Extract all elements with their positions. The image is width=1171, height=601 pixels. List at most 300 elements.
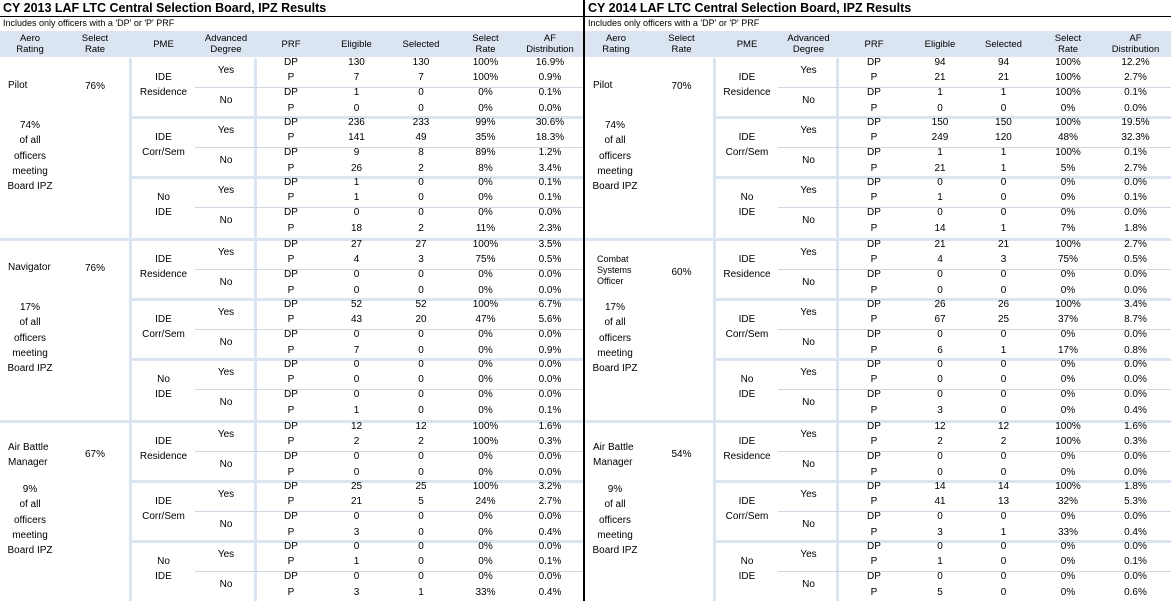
af-distribution: 0.1%: [1124, 192, 1147, 204]
advanced-degree-label: Yes: [800, 489, 817, 500]
eligible-count: 3: [353, 526, 360, 538]
af-distribution: 0.0%: [538, 451, 562, 463]
eligible-count: 21: [934, 72, 946, 84]
advanced-degree-label: No: [802, 155, 815, 166]
af-distribution: 0.0%: [1124, 177, 1147, 188]
pme-label: No: [740, 374, 754, 385]
selected-count: 0: [1000, 451, 1007, 463]
selected-count: 0: [1000, 511, 1007, 523]
af-distribution: 0.0%: [1124, 466, 1147, 478]
select-rate: 0%: [1060, 192, 1076, 204]
eligible-count: 43: [350, 314, 363, 326]
eligible-count: 1: [353, 556, 360, 568]
eligible-count: 52: [350, 299, 363, 310]
aero-rating: Combat: [597, 254, 629, 264]
select-rate: 0%: [478, 344, 493, 356]
pme-label: No: [157, 374, 170, 385]
pme-label: No: [740, 556, 754, 567]
af-distribution: 2.7%: [1124, 239, 1147, 250]
prf-label: P: [870, 162, 878, 174]
column-header: Eligible: [924, 38, 956, 50]
advanced-degree-label: No: [802, 459, 815, 470]
advanced-degree-label: No: [219, 337, 233, 348]
af-distribution: 0.0%: [538, 466, 562, 478]
select-rate: 0%: [1060, 359, 1076, 370]
af-distribution: 0.9%: [538, 72, 562, 84]
group-note: officers: [13, 332, 47, 344]
select-rate: 0%: [478, 329, 493, 341]
prf-label: P: [287, 254, 295, 266]
pme-label: No: [157, 192, 170, 203]
select-rate: 0%: [1060, 404, 1076, 416]
prf-label: DP: [284, 571, 298, 583]
prf-label: P: [870, 526, 878, 538]
advanced-degree-label: Yes: [217, 429, 235, 440]
advanced-degree-label: No: [219, 459, 233, 470]
selected-count: 0: [1000, 541, 1007, 552]
pme-label: IDE: [738, 132, 756, 143]
advanced-degree-label: No: [219, 519, 233, 530]
pme-label: Corr/Sem: [725, 147, 769, 158]
prf-label: P: [870, 222, 878, 234]
column-header: Select Rate: [668, 33, 695, 55]
selected-count: 0: [1000, 571, 1007, 583]
prf-label: P: [287, 586, 295, 598]
prf-label: DP: [867, 541, 881, 552]
group-note: meeting: [597, 165, 633, 177]
af-distribution: 5.6%: [538, 314, 562, 326]
prf-label: P: [870, 374, 878, 386]
eligible-count: 2: [353, 436, 360, 448]
selected-count: 0: [1000, 374, 1007, 386]
select-rate: 24%: [475, 496, 496, 508]
prf-label: DP: [284, 269, 298, 281]
advanced-degree-label: No: [219, 95, 233, 106]
eligible-count: 0: [353, 329, 360, 341]
prf-label: P: [287, 102, 295, 114]
column-header: Select Rate: [472, 33, 499, 55]
advanced-degree-label: No: [802, 579, 815, 590]
selected-count: 0: [418, 571, 424, 583]
prf-label: DP: [867, 359, 881, 370]
selected-count: 0: [418, 374, 424, 386]
af-distribution: 2.7%: [1124, 72, 1147, 84]
selected-count: 150: [995, 117, 1012, 128]
prf-label: DP: [867, 269, 881, 281]
select-rate: 0%: [1060, 541, 1076, 552]
prf-label: DP: [284, 87, 298, 99]
select-rate: 0%: [478, 269, 493, 281]
prf-label: DP: [867, 421, 881, 432]
af-distribution: 30.6%: [535, 117, 565, 128]
af-distribution: 0.0%: [1124, 541, 1147, 552]
group-note: officers: [13, 514, 47, 526]
report-subtitle: Includes only officers with a 'DP' or 'P' PRF: [588, 18, 760, 28]
pme-label: IDE: [738, 72, 756, 83]
af-distribution: 1.8%: [1124, 222, 1147, 234]
af-distribution: 0.8%: [1124, 344, 1147, 356]
eligible-count: 94: [934, 57, 946, 68]
selected-count: 12: [997, 421, 1010, 432]
group-note: 74%: [19, 120, 40, 131]
prf-label: DP: [867, 239, 881, 250]
prf-label: DP: [284, 177, 298, 188]
column-header: PME: [153, 38, 174, 50]
af-distribution: 0.1%: [538, 404, 562, 416]
eligible-count: 0: [937, 207, 943, 219]
select-rate: 100%: [1055, 117, 1081, 128]
pme-label: IDE: [155, 207, 172, 218]
eligible-count: 3: [353, 586, 360, 598]
advanced-degree-label: No: [802, 277, 815, 288]
prf-label: DP: [284, 359, 298, 370]
table-header: [0, 31, 583, 57]
advanced-degree-label: No: [219, 579, 233, 590]
eligible-count: 14: [934, 222, 946, 234]
table-header: [585, 31, 1171, 57]
group-note: 9%: [22, 484, 38, 495]
af-distribution: 19.5%: [1121, 117, 1150, 128]
select-rate: 100%: [1055, 239, 1081, 250]
advanced-degree-label: Yes: [217, 367, 235, 378]
selected-count: 94: [997, 57, 1010, 68]
column-header: Aero Rating: [16, 33, 44, 55]
selected-count: 12: [415, 421, 427, 432]
group-note: meeting: [597, 529, 633, 541]
select-rate: 0%: [1060, 556, 1076, 568]
group-note: of all: [19, 135, 41, 147]
selected-count: 52: [415, 299, 427, 310]
af-distribution: 0.1%: [538, 556, 562, 568]
selected-count: 13: [997, 496, 1010, 508]
af-distribution: 0.1%: [538, 87, 562, 99]
af-distribution: 0.0%: [1124, 511, 1147, 523]
eligible-count: 236: [348, 117, 365, 128]
pme-label: IDE: [738, 314, 756, 325]
pme-label: Residence: [139, 87, 188, 98]
selected-count: 1: [1000, 526, 1007, 538]
eligible-count: 1: [353, 177, 360, 188]
pme-label: IDE: [738, 389, 756, 400]
eligible-count: 0: [353, 284, 360, 296]
af-distribution: 0.0%: [1124, 451, 1147, 463]
select-rate: 89%: [475, 147, 496, 159]
select-rate: 0%: [1060, 571, 1076, 583]
aero-rating: Air Battle: [8, 442, 49, 453]
selected-count: 0: [418, 177, 424, 188]
column-header: AF Distribution: [526, 33, 574, 55]
eligible-count: 0: [353, 389, 360, 401]
pme-label: IDE: [155, 496, 172, 507]
eligible-count: 0: [353, 374, 360, 386]
pme-label: IDE: [738, 571, 756, 582]
advanced-degree-label: Yes: [800, 429, 817, 440]
advanced-degree-label: Yes: [217, 307, 235, 318]
prf-label: DP: [867, 147, 881, 159]
prf-label: P: [287, 466, 295, 478]
advanced-degree-label: Yes: [217, 125, 235, 136]
af-distribution: 0.1%: [1124, 87, 1147, 99]
eligible-count: 0: [353, 571, 360, 583]
group-note: Board IPZ: [592, 363, 638, 375]
select-rate: 0%: [1060, 177, 1076, 188]
aero-rating: Pilot: [8, 80, 28, 91]
eligible-count: 0: [937, 374, 943, 386]
selected-count: 5: [418, 496, 424, 508]
selected-count: 120: [995, 132, 1012, 144]
selected-count: 0: [1000, 284, 1007, 296]
eligible-count: 5: [937, 586, 943, 598]
af-distribution: 0.1%: [538, 192, 562, 204]
group-note: Board IPZ: [7, 363, 53, 375]
group-note: Board IPZ: [592, 181, 638, 193]
group-note: 17%: [19, 302, 40, 313]
af-distribution: 0.0%: [1124, 571, 1147, 583]
advanced-degree-label: No: [802, 397, 815, 408]
af-distribution: 0.4%: [1124, 404, 1147, 416]
pme-label: IDE: [738, 254, 756, 265]
selected-count: 0: [418, 511, 424, 523]
prf-label: DP: [867, 329, 881, 341]
eligible-count: 0: [937, 389, 943, 401]
column-header: Eligible: [341, 38, 372, 50]
selected-count: 130: [412, 57, 430, 68]
select-rate: 100%: [1055, 87, 1081, 99]
eligible-count: 0: [353, 102, 360, 114]
af-distribution: 0.0%: [1124, 374, 1147, 386]
advanced-degree-label: No: [802, 519, 815, 530]
eligible-count: 0: [937, 511, 943, 523]
select-rate: 0%: [1060, 269, 1076, 281]
prf-label: DP: [284, 207, 298, 219]
prf-label: DP: [284, 329, 298, 341]
pme-label: IDE: [155, 72, 172, 83]
pme-label: No: [157, 556, 170, 567]
eligible-count: 67: [934, 314, 946, 326]
selected-count: 0: [1000, 389, 1007, 401]
eligible-count: 14: [934, 481, 946, 492]
prf-label: DP: [867, 207, 881, 219]
advanced-degree-label: Yes: [800, 65, 817, 76]
eligible-count: 21: [934, 162, 946, 174]
advanced-degree-label: No: [802, 215, 815, 226]
selected-count: 21: [997, 72, 1010, 84]
select-rate: 0%: [478, 87, 493, 99]
advanced-degree-label: Yes: [217, 185, 235, 196]
eligible-count: 26: [934, 299, 946, 310]
pme-label: Residence: [723, 269, 771, 280]
prf-label: P: [870, 72, 878, 84]
select-rate: 0%: [478, 541, 493, 552]
prf-label: DP: [284, 451, 298, 463]
select-rate: 100%: [1055, 57, 1081, 68]
selected-count: 233: [412, 117, 430, 128]
group-note: of all: [604, 317, 626, 329]
eligible-count: 7: [353, 72, 360, 84]
select-rate: 37%: [1057, 314, 1078, 326]
pme-label: IDE: [738, 496, 756, 507]
eligible-count: 0: [937, 359, 943, 370]
group-note: 9%: [607, 484, 623, 495]
selected-count: 0: [418, 541, 424, 552]
selected-count: 0: [1000, 586, 1007, 598]
aero-rating: Air Battle: [593, 442, 634, 453]
pme-label: Residence: [723, 87, 771, 98]
select-rate: 47%: [475, 314, 496, 326]
select-rate: 100%: [1055, 72, 1081, 84]
select-rate: 0%: [478, 526, 493, 538]
group-note: meeting: [597, 347, 633, 359]
eligible-count: 0: [937, 177, 943, 188]
select-rate: 0%: [1060, 466, 1076, 478]
selected-count: 0: [1000, 404, 1007, 416]
column-header: Advanced Degree: [204, 33, 248, 55]
group-note: of all: [19, 499, 41, 511]
prf-label: P: [287, 192, 295, 204]
eligible-count: 41: [934, 496, 946, 508]
column-header: Select Rate: [1054, 33, 1082, 55]
selected-count: 0: [1000, 556, 1007, 568]
af-distribution: 0.6%: [1124, 586, 1147, 598]
prf-label: DP: [867, 511, 881, 523]
selected-count: 0: [1000, 207, 1007, 219]
prf-label: DP: [867, 389, 881, 401]
prf-label: P: [870, 254, 878, 266]
prf-label: DP: [867, 87, 881, 99]
select-rate: 0%: [1060, 451, 1076, 463]
eligible-count: 0: [353, 269, 360, 281]
af-distribution: 0.5%: [538, 254, 562, 266]
select-rate: 100%: [1055, 299, 1081, 310]
pme-label: Corr/Sem: [142, 147, 185, 158]
selected-count: 2: [418, 436, 424, 448]
af-distribution: 0.0%: [538, 269, 562, 281]
af-distribution: 6.7%: [538, 299, 562, 310]
select-rate: 0%: [478, 389, 493, 401]
af-distribution: 0.0%: [1124, 284, 1147, 296]
select-rate: 0%: [478, 511, 493, 523]
af-distribution: 0.0%: [538, 374, 562, 386]
selected-count: 3: [418, 254, 424, 266]
select-rate: 0%: [478, 192, 493, 204]
selected-count: 0: [418, 207, 424, 219]
prf-label: P: [870, 496, 878, 508]
selected-count: 0: [418, 192, 424, 204]
selected-count: 0: [418, 389, 424, 401]
select-rate: 100%: [472, 239, 499, 250]
aero-rating: Pilot: [593, 80, 613, 91]
select-rate: 35%: [475, 132, 496, 144]
selected-count: 1: [1000, 344, 1007, 356]
select-rate: 0%: [478, 466, 493, 478]
advanced-degree-label: Yes: [800, 247, 817, 258]
advanced-degree-label: No: [219, 397, 233, 408]
select-rate: 5%: [1060, 162, 1076, 174]
selected-count: 25: [415, 481, 427, 492]
select-rate: 0%: [478, 359, 493, 370]
column-header: PRF: [281, 38, 301, 50]
prf-label: P: [287, 132, 295, 144]
af-distribution: 0.0%: [538, 284, 562, 296]
select-rate: 11%: [475, 222, 496, 234]
prf-label: P: [870, 466, 878, 478]
eligible-count: 0: [353, 511, 360, 523]
select-rate: 32%: [1057, 496, 1078, 508]
selected-count: 1: [1000, 87, 1007, 99]
pme-label: Corr/Sem: [142, 329, 185, 340]
selected-count: 0: [418, 359, 424, 370]
eligible-count: 249: [931, 132, 949, 144]
prf-label: P: [287, 436, 295, 448]
af-distribution: 0.1%: [538, 177, 562, 188]
eligible-count: 1: [937, 556, 943, 568]
group-note: Board IPZ: [7, 181, 53, 193]
af-distribution: 3.4%: [1124, 299, 1147, 310]
aero-rating: Officer: [597, 276, 624, 286]
prf-label: P: [870, 436, 878, 448]
select-rate: 99%: [475, 117, 496, 128]
eligible-count: 21: [350, 496, 363, 508]
group-select-rate: 67%: [84, 449, 105, 460]
af-distribution: 32.3%: [1121, 132, 1150, 144]
prf-label: P: [870, 556, 878, 568]
eligible-count: 26: [350, 162, 363, 174]
select-rate: 100%: [472, 57, 499, 68]
prf-label: P: [870, 586, 878, 598]
pme-label: IDE: [738, 207, 756, 218]
advanced-degree-label: Yes: [217, 247, 235, 258]
eligible-count: 21: [934, 239, 946, 250]
advanced-degree-label: No: [219, 215, 233, 226]
selected-count: 0: [418, 87, 424, 99]
group-note: of all: [19, 317, 41, 329]
prf-label: DP: [867, 451, 881, 463]
selected-count: 0: [418, 284, 424, 296]
select-rate: 0%: [1060, 102, 1076, 114]
pme-label: Residence: [723, 451, 771, 462]
prf-label: DP: [867, 299, 881, 310]
eligible-count: 0: [937, 541, 943, 552]
eligible-count: 0: [937, 571, 943, 583]
eligible-count: 3: [937, 526, 943, 538]
advanced-degree-label: Yes: [217, 65, 235, 76]
group-note: officers: [598, 514, 632, 526]
selected-count: 0: [1000, 269, 1007, 281]
eligible-count: 25: [350, 481, 363, 492]
eligible-count: 1: [937, 87, 943, 99]
selected-count: 21: [997, 239, 1010, 250]
prf-label: DP: [284, 389, 298, 401]
group-note: officers: [598, 332, 632, 344]
eligible-count: 0: [937, 269, 943, 281]
panel-2013: [0, 0, 583, 601]
af-distribution: 1.6%: [538, 421, 562, 432]
af-distribution: 1.6%: [1124, 421, 1147, 432]
selected-count: 26: [997, 299, 1010, 310]
prf-label: DP: [284, 541, 298, 552]
af-distribution: 12.2%: [1121, 57, 1150, 68]
eligible-count: 0: [353, 466, 360, 478]
af-distribution: 0.3%: [1124, 436, 1147, 448]
column-header: Select Rate: [81, 33, 109, 55]
prf-label: P: [870, 344, 878, 356]
selected-count: 2: [418, 162, 424, 174]
af-distribution: 0.0%: [538, 511, 562, 523]
selected-count: 0: [1000, 102, 1007, 114]
advanced-degree-label: No: [802, 337, 815, 348]
select-rate: 100%: [1055, 147, 1081, 159]
group-note: of all: [604, 499, 626, 511]
